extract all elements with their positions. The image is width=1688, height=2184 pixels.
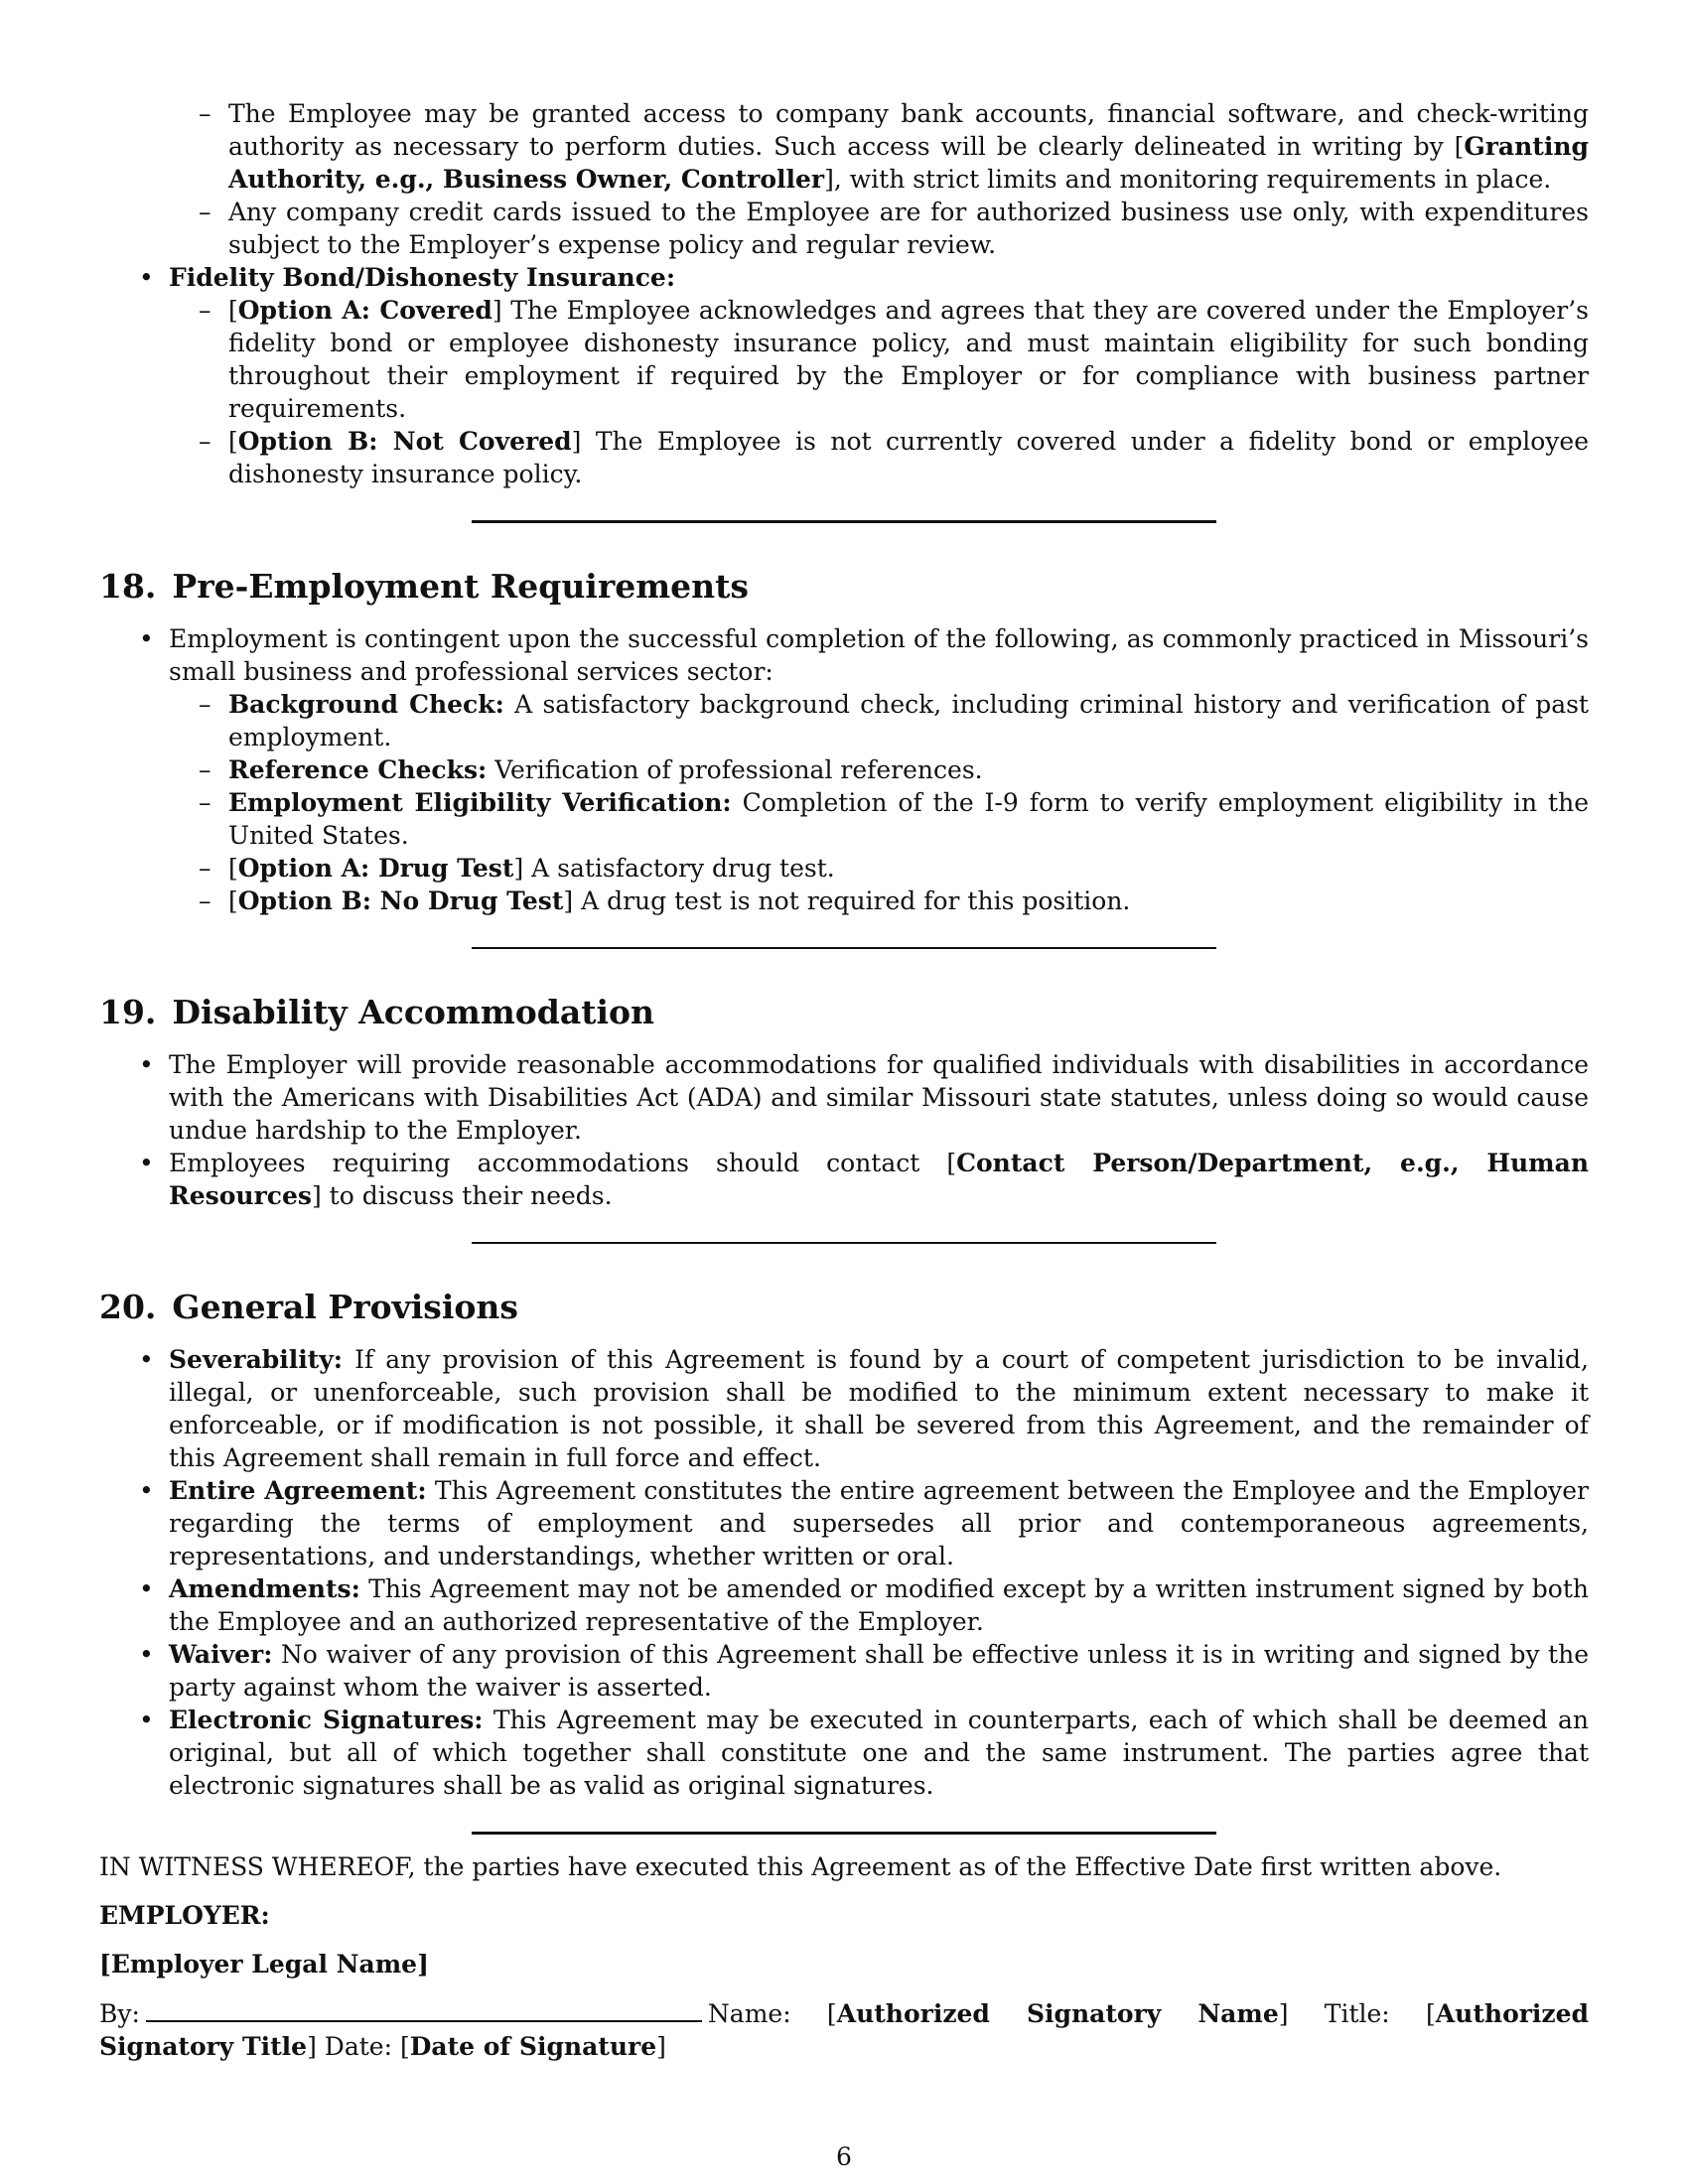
- text: A satisfactory drug test.: [523, 854, 835, 883]
- section-number: 18.: [99, 567, 157, 606]
- list-item-amendments: [99, 1572, 1589, 1638]
- item-label: Entire Agreement:: [169, 1476, 427, 1505]
- item-label: Severability:: [169, 1345, 344, 1374]
- text: The Employee acknowledges and agrees that they are covered under the Employer’s fidelity bond or employee dishonesty insurance policy, and must maintain eligibility for such bonding throughout their employment if required by the Employer or for compliance with business partner requirements.: [228, 296, 1589, 423]
- employer-label: EMPLOYER:: [99, 1901, 270, 1930]
- title-placeholder: Authorized Signatory Title: [99, 1999, 1590, 2061]
- option-a-label: Option A: Covered: [237, 296, 492, 325]
- text: Employees requiring accommodations should contact [: [169, 1149, 957, 1177]
- option-b-label: Option B: No Drug Test: [237, 887, 564, 915]
- section-title: Pre-Employment Requirements: [172, 567, 749, 606]
- name-label: Name:: [707, 1999, 791, 2028]
- text: ], with strict limits and monitoring requirements in place.: [824, 165, 1552, 194]
- signature-field[interactable]: [146, 1996, 702, 2022]
- list-item-waiver: [99, 1638, 1589, 1704]
- section-divider: [472, 947, 1216, 949]
- text: This Agreement may not be amended or modified except by a written instrument signed by both the Employee and an authorized representative of the Employer.: [169, 1574, 1589, 1636]
- option-a-label: Option A: Drug Test: [237, 854, 514, 883]
- list-item-severability: [99, 1343, 1589, 1474]
- date-placeholder: Date of Signature: [409, 2032, 657, 2061]
- pre-employment-items: [169, 688, 1589, 917]
- item-label: Electronic Signatures:: [169, 1706, 484, 1734]
- employer-name: [Employer Legal Name]: [99, 1950, 429, 1979]
- item-label: Employment Eligibility Verification:: [228, 788, 732, 817]
- section-divider: [472, 1832, 1216, 1835]
- text: Verification of professional references.: [487, 755, 983, 784]
- item-label: Waiver:: [169, 1640, 273, 1669]
- text: A drug test is not required for this position.: [573, 887, 1131, 915]
- list-item-electronic-signatures: [99, 1704, 1589, 1802]
- section-title: Disability Accommodation: [172, 993, 655, 1031]
- fidelity-heading: Fidelity Bond/Dishonesty Insurance:: [169, 263, 676, 292]
- text: ] to discuss their needs.: [311, 1181, 613, 1210]
- list-item-drug-test-a: – [Option A: Drug Test] A satisfactory drug test.: [169, 852, 1589, 885]
- text: If any provision of this Agreement is found by a court of competent jurisdiction to be invalid, illegal, or unenforceable, such provision shall be modified to the minimum extent necessary to make it enforceable, or if modification is not possible, it shall be severed from this Agreement, and the remainder of this Agreement shall remain in full force and effect.: [169, 1345, 1589, 1472]
- signature-line: By: Name: [Authorized Signatory Name] Title: [Authorized Signatory Title] Date: [Date of Signature]: [99, 1996, 1589, 2063]
- list-item-entire-agreement: [99, 1474, 1589, 1572]
- section-divider: [472, 1242, 1216, 1244]
- item-label: Background Check:: [228, 690, 504, 719]
- by-label: By:: [99, 1999, 140, 2028]
- placeholder-granting-authority: Granting Authority, e.g., Business Owner, Controller: [228, 132, 1589, 194]
- text: The Employee may be granted access to company bank accounts, financial software, and check-writing authority as necessary to perform duties. Such access will be clearly delineated in writing by [: [228, 99, 1589, 161]
- section-divider: [472, 520, 1216, 523]
- section-number: 20.: [99, 1288, 157, 1326]
- text: A satisfactory background check, including criminal history and verification of past employment.: [228, 690, 1589, 751]
- list-item-bank-access: [169, 97, 1589, 196]
- section-heading-19: [99, 993, 1589, 1032]
- fidelity-options: [169, 294, 1589, 490]
- text: This Agreement may be executed in counterparts, each of which shall be deemed an original, but all of which together shall constitute one and the same instrument. The parties agree that electronic signatures shall be as valid as original signatures.: [169, 1706, 1590, 1800]
- placeholder-contact-person: Contact Person/Department, e.g., Human Resources: [169, 1149, 1589, 1210]
- list-item-option-b: – [Option B: Not Covered] The Employee is not currently covered under a fidelity bond or employee dishonesty insurance policy.: [169, 425, 1589, 490]
- list-item-reference-checks: [169, 753, 1589, 786]
- text: This Agreement constitutes the entire agreement between the Employee and the Employer regarding the terms of employment and supersedes all prior and contemporaneous agreements, representations, and understandings, whether written or oral.: [169, 1476, 1590, 1570]
- option-b-label: Option B: Not Covered: [237, 427, 572, 456]
- section-heading-20: [99, 1288, 1589, 1327]
- employer-name-placeholder: Employer Legal Name: [110, 1950, 418, 1979]
- fidelity-list: [99, 261, 1589, 490]
- text: Completion of the I-9 form to verify employment eligibility in the United States.: [228, 788, 1590, 850]
- text: No waiver of any provision of this Agreement shall be effective unless it is in writing and signed by the party against whom the waiver is asserted.: [169, 1640, 1589, 1702]
- general-provisions-list: [99, 1343, 1589, 1802]
- name-placeholder: Authorized Signatory Name: [836, 1999, 1279, 2028]
- list-item-drug-test-b: – [Option B: No Drug Test] A drug test is not required for this position.: [169, 885, 1589, 917]
- list-item-contingent: [99, 622, 1589, 917]
- list-item-credit-cards: – Any company credit cards issued to the Employee are for authorized business use only, with expenditures subject to the Employer’s expense policy and regular review.: [169, 196, 1589, 261]
- financial-access-list: [169, 97, 1589, 261]
- page-number: 6: [836, 2142, 852, 2171]
- list-item-contact: [99, 1147, 1589, 1212]
- item-label: Reference Checks:: [228, 755, 488, 784]
- list-item-background-check: [169, 688, 1589, 753]
- section-number: 19.: [99, 993, 157, 1031]
- document-page: [99, 97, 1589, 2063]
- disability-list: [99, 1048, 1589, 1212]
- text: Employment is contingent upon the successful completion of the following, as commonly practiced in Missouri’s small business and professional services sector:: [169, 624, 1589, 686]
- list-item-option-a: – [Option A: Covered] The Employee acknowledges and agrees that they are covered under the Employer’s fidelity bond or employee dishonesty insurance policy, and must maintain eligibility for such bonding throughout their employment if required by the Employer or for compliance with business partner requirements.: [169, 294, 1589, 425]
- section-title: General Provisions: [172, 1288, 519, 1326]
- list-item-eligibility: [169, 786, 1589, 852]
- list-item-fidelity-bond: [99, 261, 1589, 490]
- section-heading-18: [99, 567, 1589, 607]
- text: The Employee is not currently covered under a fidelity bond or employee dishonesty insurance policy.: [228, 427, 1589, 488]
- item-label: Amendments:: [169, 1574, 360, 1603]
- witness-statement: IN WITNESS WHEREOF, the parties have executed this Agreement as of the Effective Date first written above.: [99, 1852, 1502, 1881]
- pre-employment-list: [99, 622, 1589, 917]
- title-label: Title:: [1324, 1999, 1390, 2028]
- list-item-reasonable-accommodation: • The Employer will provide reasonable accommodations for qualified individuals with disabilities in accordance with the Americans with Disabilities Act (ADA) and similar Missouri state statutes, unless doing so would cause undue hardship to the Employer.: [99, 1048, 1589, 1147]
- date-label: Date:: [324, 2032, 393, 2061]
